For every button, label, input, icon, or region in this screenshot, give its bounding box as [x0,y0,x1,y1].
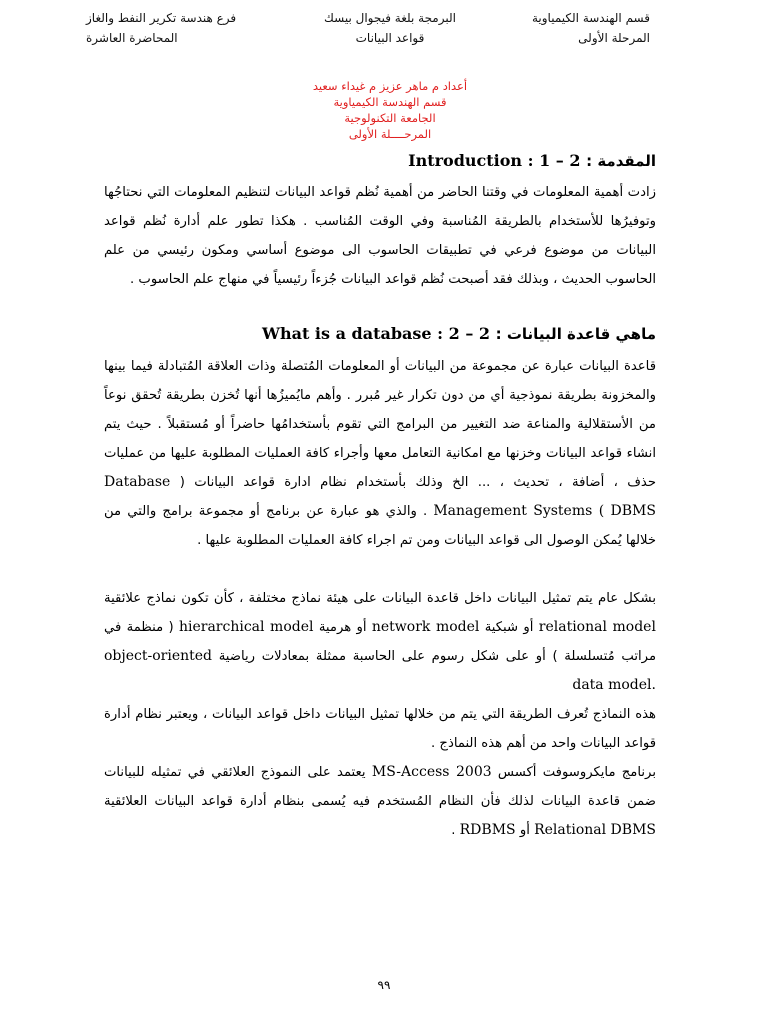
header-stage: المرحلة الأولى [578,31,650,45]
p2-hierarchical-model: hierarchical model [178,619,314,635]
header-department-name: قسم الهندسة الكيمياوية [531,11,650,25]
p4-text-c: أو [519,823,530,838]
section-1-number: 2 – 1 [539,151,581,170]
p2-relational-model: relational model [538,619,656,635]
page-number: ٩٩ [377,978,391,992]
p2-text-b: أو شبكية [484,620,534,635]
p1-text-a: قاعدة البيانات عبارة عن مجموعة من البيانات أو المعلومات المُتصلة وذات العلاقة المُتبادلة فيما بينها والمخزونة بطريقة نموذجية أي من دون تكرار غير مُبرر . وأهم مايُميزُها أنها تُخزن بطريقة تُحقق نوعاً من الأستقلالية والمناعة ضد التغيير من البرامج التي تقوم بأستخدامُها حاضراً أو مُستقبلاً . حيث يتم انشاء قواعد البيانات وخزنها مع امكانية التعامل معها وأجراء كافة العمليات المطلوبة عليها من عمليات حذف ، أضافة ، تحديث ، ... الخ وذلك بأستخدام نظام ادارة قواعد البيانات ( [104,359,656,490]
header-lecture: المحاضرة العاشرة [86,31,178,45]
p4-text-d: . [451,823,456,838]
p2-text-c: أو هرمية [318,620,367,635]
author-university: الجامعة التكنولوجية [344,111,436,125]
author-stage: المرحــــلة الأولى [348,127,432,141]
author-department: قسم الهندسة الكيمياوية [333,95,447,109]
p4-rdbms: RDBMS [459,822,516,838]
p4-text-a: برنامج مايكروسوفت أكسس [497,765,656,780]
section-2-title-en: What is a database [262,324,432,343]
p2-object-oriented-model: object-oriented data model. [104,648,656,693]
p1-dbms-term: Database Management Systems ( DBMS [104,474,656,519]
section-2-number: 2 – 2 [448,324,491,343]
p2-network-model: network model [371,619,480,635]
section-2-heading: What is a database : ماهي قاعدة البيانات : 2 – 2 [262,324,656,343]
p4-ms-access: MS-Access 2003 [371,764,492,780]
section-2-paragraph-3: هذه النماذج تُعرف الطريقة التي يتم من خلالها تمثيل البيانات داخل قواعد البيانات ، ويعتبر نظام أدارة قواعد البيانات واحد من أهم هذه النماذج . [104,707,656,751]
section-2-title-ar: ماهي قاعدة البيانات : [495,325,656,343]
p1-text-b: . والذي هو عبارة عن برنامج أو مجموعة برامج والتي من خلالها يُمكن الوصول الى قواعد البيانات ومن تم اجراء كافة العمليات المطلوبة عليها . [104,504,656,548]
section-2-paragraph-1 [104,352,656,555]
section-2-paragraph-4 [104,758,656,845]
section-1-paragraph: زادت أهمية المعلومات في وقتنا الحاضر من أهمية نُظم قواعد البيانات لتنظيم المعلومات التي نحتاجُها وتوفيرُها للأستخدام بالطريقة المُناسبة وفي الوقت المُناسب . هكذا تطور علم أدارة نُظم قواعد البيانات من موضوع فرعي في تطبيقات الحاسوب الى موضوع أساسي ومكون رئيسي من علم الحاسوب الحديث ، وبذلك فقد أصبحت نُظم قواعد البيانات جُزءاً رئيسياً في منهاج علم الحاسوب . [104,185,656,287]
section-1-title-ar: المقدمة : [586,152,656,170]
p2-text-a: بشكل عام يتم تمثيل البيانات داخل قاعدة البيانات على هيئة نماذج مختلفة ، كأن تكون نماذج علائقية [104,591,656,606]
author-block [260,78,520,142]
p4-text-b: يعتمد على النموذج العلائقي في تمثيله للبيانات ضمن قاعدة البيانات لذلك فأن النظام المُستخدم فيه يُسمى بنظام أدارة قواعد البيانات العلائقية [104,765,656,809]
section-1-title-en: Introduction [408,151,523,170]
header-topic: قواعد البيانات [355,31,425,45]
header-branch-name: فرع هندسة تكرير النفط والغاز [86,11,237,25]
header-course-name: البرمجة بلغة فيجوال بيسك [324,11,456,25]
header-branch [86,8,236,48]
author-names: أعداد م ماهر عزيز م غيداء سعيد [312,79,468,93]
p4-relational-dbms: Relational DBMS [534,822,656,838]
header-course [310,8,470,48]
section-1-heading: Introduction : المقدمة : 2 – 1 [408,151,656,170]
section-2-paragraph-2 [104,584,656,700]
header-department [532,8,650,48]
p2-text-d: ( منظمة في مراتب مُتسلسلة ) أو على شكل رسوم على الحاسبة ممثلة بمعادلات رياضية [104,620,657,664]
